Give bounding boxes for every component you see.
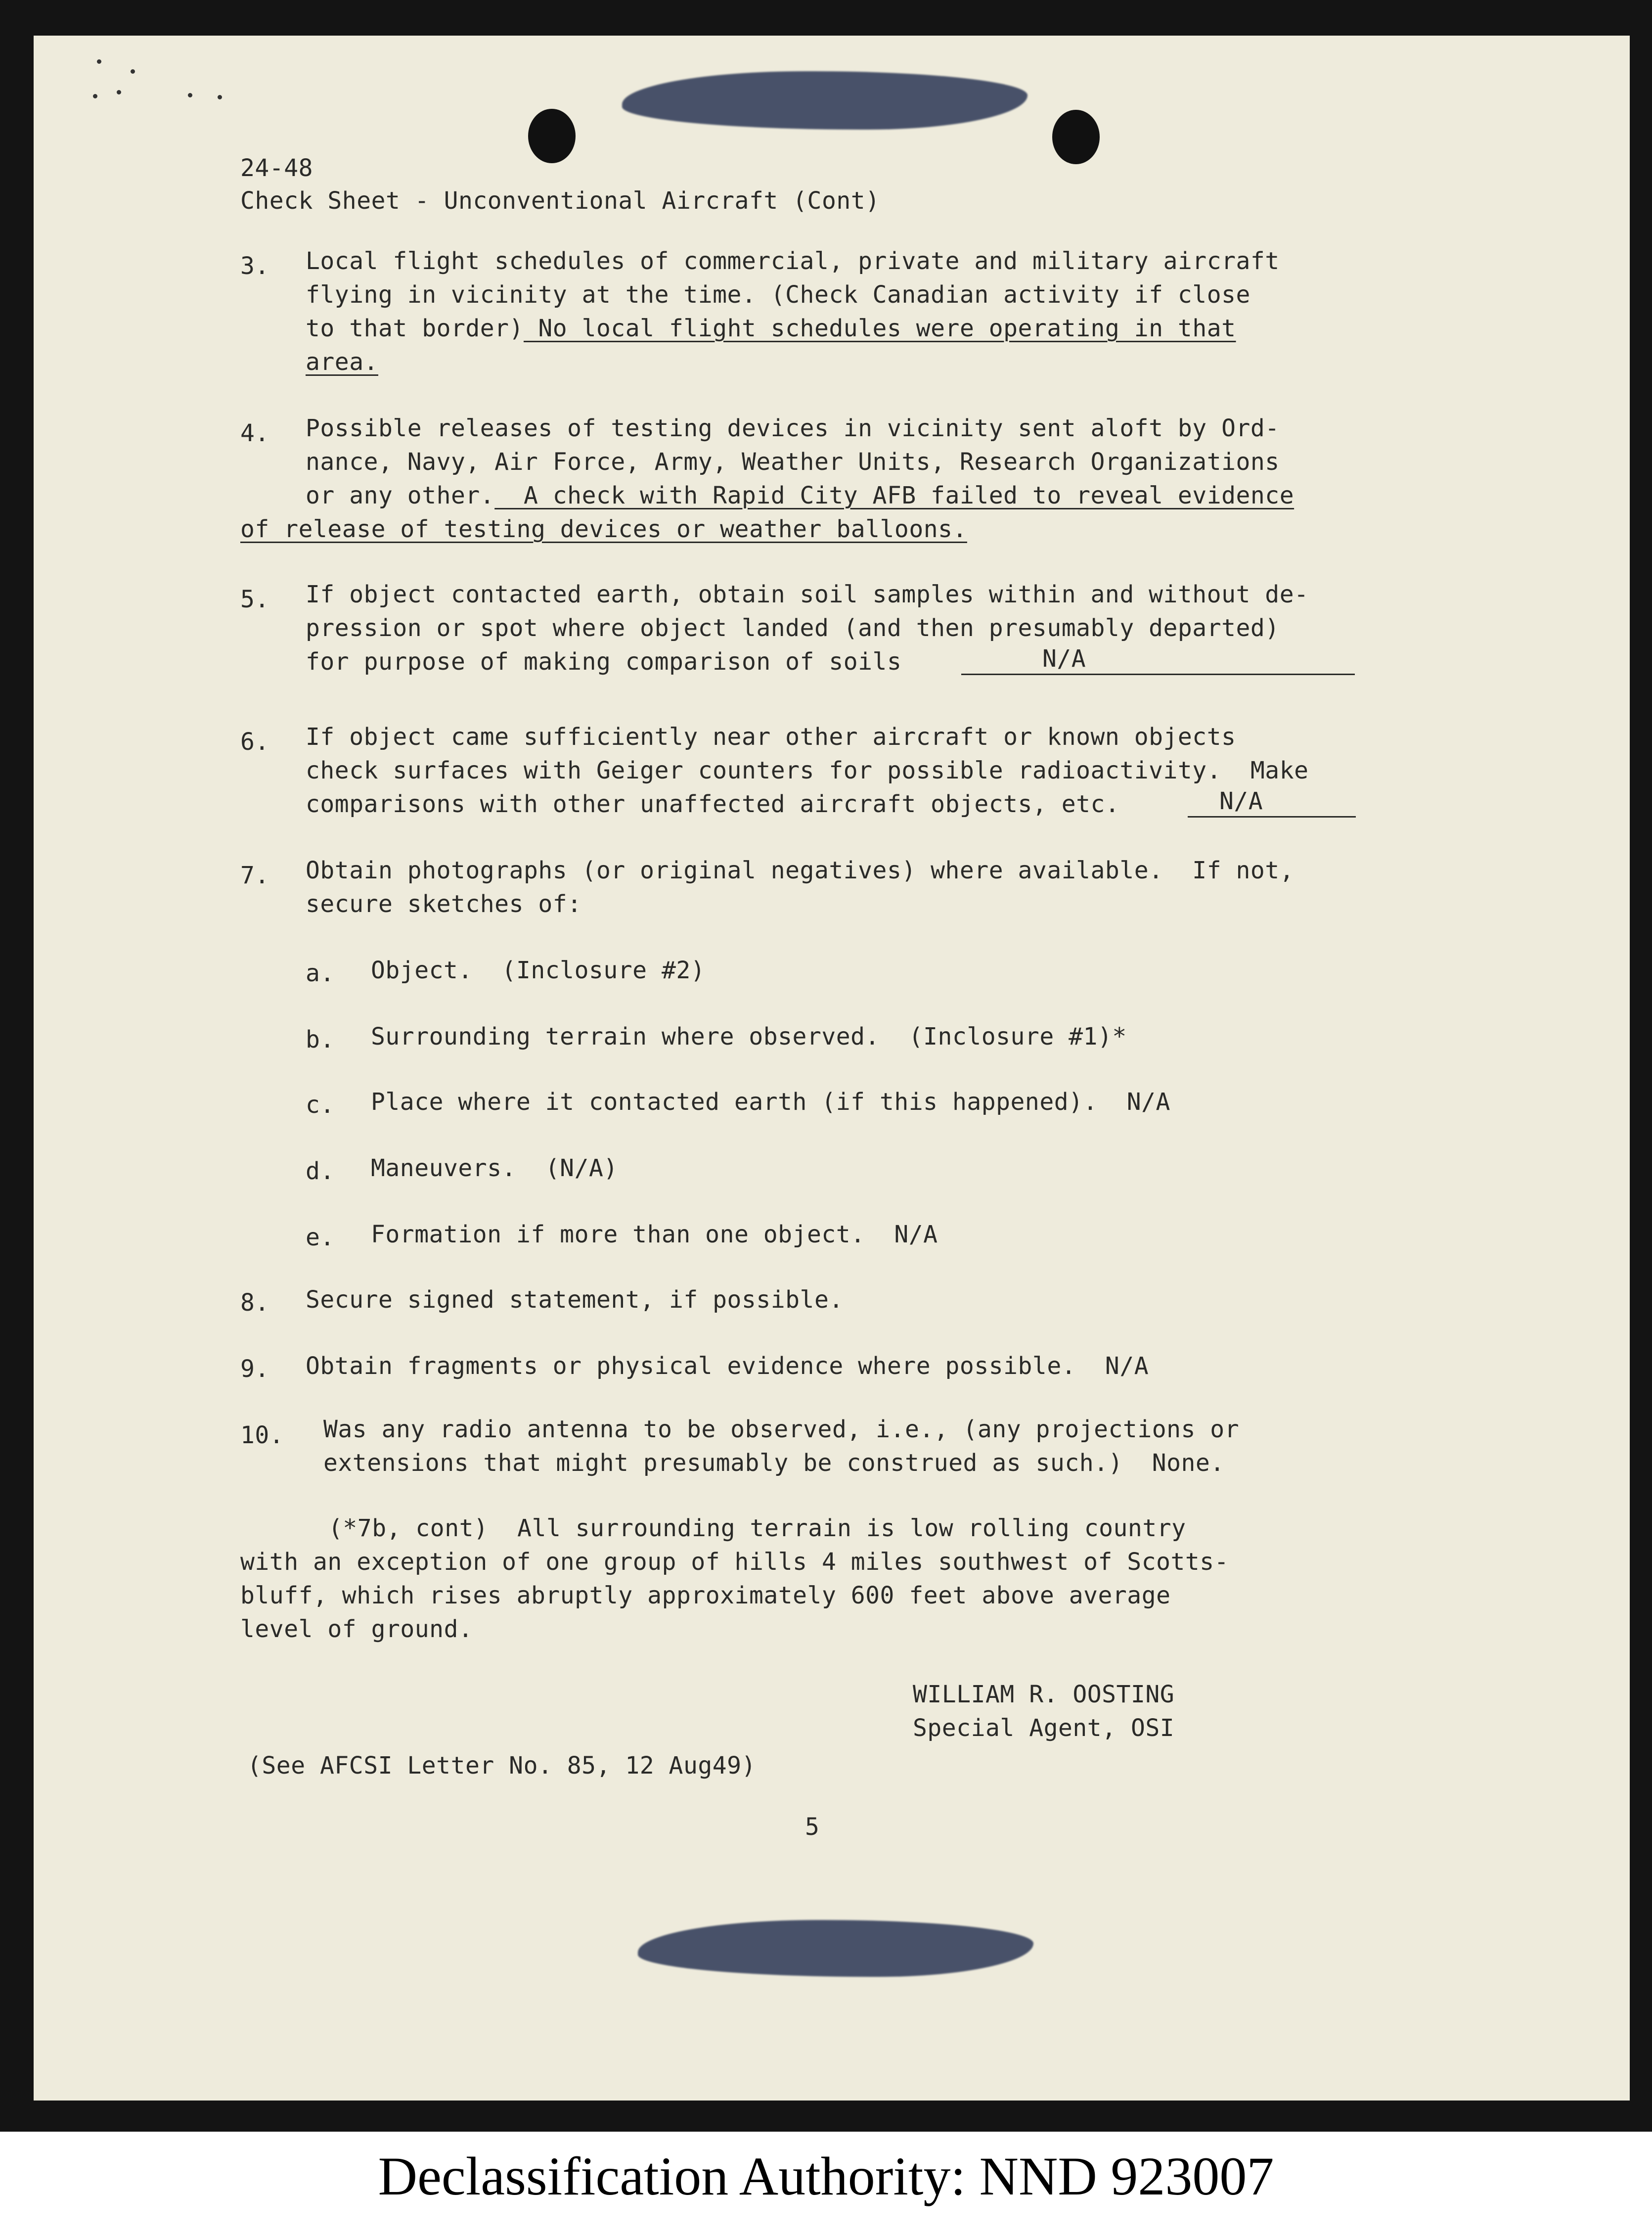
document-title: Check Sheet - Unconventional Aircraft (Cont): [240, 187, 880, 215]
paper-speck: [97, 59, 101, 64]
page-number: 5: [805, 1813, 820, 1841]
item-answer: N/A: [1219, 787, 1263, 815]
item-text: to that border): [306, 315, 524, 342]
item-text: extensions that might presumably be construed as such.) None.: [323, 1449, 1225, 1477]
paper-speck: [93, 94, 97, 98]
redaction-mark-top: [622, 71, 1027, 130]
item-number: 9.: [240, 1355, 269, 1383]
item-text: Obtain photographs (or original negatives) where available. If not,: [306, 857, 1295, 884]
signature-title: Special Agent, OSI: [913, 1714, 1175, 1742]
note-text: level of ground.: [240, 1615, 473, 1643]
item-text: nance, Navy, Air Force, Army, Weather Units, Research Organizations: [306, 448, 1280, 476]
item-text: If object contacted earth, obtain soil samples within and without de-: [306, 581, 1309, 608]
item-number: 4.: [240, 419, 269, 447]
item-text: check surfaces with Geiger counters for possible radioactivity. Make: [306, 757, 1309, 784]
item-text: Possible releases of testing devices in vicinity sent aloft by Ord-: [306, 414, 1280, 442]
paper-speck: [218, 95, 222, 99]
document-page: [34, 36, 1630, 2101]
item-text: Obtain fragments or physical evidence where possible. N/A: [306, 1352, 1149, 1380]
subitem-text: Object. (Inclosure #2): [371, 957, 706, 984]
answer-line: [961, 674, 1355, 675]
item-text: comparisons with other unaffected aircraft objects, etc.: [306, 790, 1120, 818]
subitem-letter: d.: [306, 1157, 335, 1185]
item-number: 5.: [240, 586, 269, 613]
paper-speck: [117, 90, 121, 94]
item-answer: of release of testing devices or weather balloons.: [240, 515, 967, 543]
item-text: Local flight schedules of commercial, private and military aircraft: [306, 247, 1280, 275]
note-text: (*7b, cont) All surrounding terrain is low rolling country: [328, 1514, 1186, 1542]
item-text: flying in vicinity at the time. (Check Canadian activity if close: [306, 281, 1250, 309]
item-text: secure sketches of:: [306, 890, 582, 918]
subitem-text: Place where it contacted earth (if this happened). N/A: [371, 1088, 1170, 1116]
item-text: or any other.: [306, 482, 495, 509]
punch-hole-right: [1052, 110, 1100, 164]
subitem-text: Surrounding terrain where observed. (Inclosure #1)*: [371, 1023, 1127, 1050]
subitem-letter: c.: [306, 1091, 335, 1119]
signature-name: WILLIAM R. OOSTING: [913, 1681, 1175, 1708]
item-answer: area.: [306, 348, 378, 376]
item-text: If object came sufficiently near other aircraft or known objects: [306, 723, 1236, 751]
item-text: Was any radio antenna to be observed, i.e., (any projections or: [323, 1416, 1240, 1443]
subitem-letter: e.: [306, 1224, 335, 1251]
item-text: [306, 479, 1294, 512]
subitem-letter: a.: [306, 959, 335, 987]
item-text: for purpose of making comparison of soils: [306, 648, 902, 676]
punch-hole-left: [528, 109, 576, 163]
note-text: bluff, which rises abruptly approximately 600 feet above average: [240, 1582, 1171, 1609]
item-number: 6.: [240, 728, 269, 756]
item-number: 3.: [240, 252, 269, 280]
answer-line: [1188, 816, 1356, 818]
item-number: 7.: [240, 862, 269, 889]
item-text: pression or spot where object landed (and then presumably departed): [306, 614, 1280, 642]
reference-note: (See AFCSI Letter No. 85, 12 Aug49): [247, 1752, 756, 1780]
paper-speck: [131, 69, 135, 74]
item-text: Secure signed statement, if possible.: [306, 1286, 844, 1314]
document-number: 24-48: [240, 154, 313, 182]
item-answer: N/A: [1042, 645, 1086, 673]
paper-speck: [188, 93, 192, 97]
subitem-text: Maneuvers. (N/A): [371, 1154, 618, 1182]
redaction-mark-bottom: [638, 1920, 1033, 1977]
note-text: with an exception of one group of hills 4 miles southwest of Scotts-: [240, 1548, 1229, 1576]
subitem-text: Formation if more than one object. N/A: [371, 1221, 938, 1248]
subitem-letter: b.: [306, 1026, 335, 1053]
item-number: 8.: [240, 1289, 269, 1317]
item-number: 10.: [240, 1421, 284, 1449]
item-text: [306, 312, 1236, 345]
item-answer: No local flight schedules were operating in that: [523, 315, 1236, 342]
item-answer: A check with Rapid City AFB failed to reveal evidence: [494, 482, 1295, 509]
declassification-authority: Declassification Authority: NND 923007: [378, 2146, 1274, 2206]
